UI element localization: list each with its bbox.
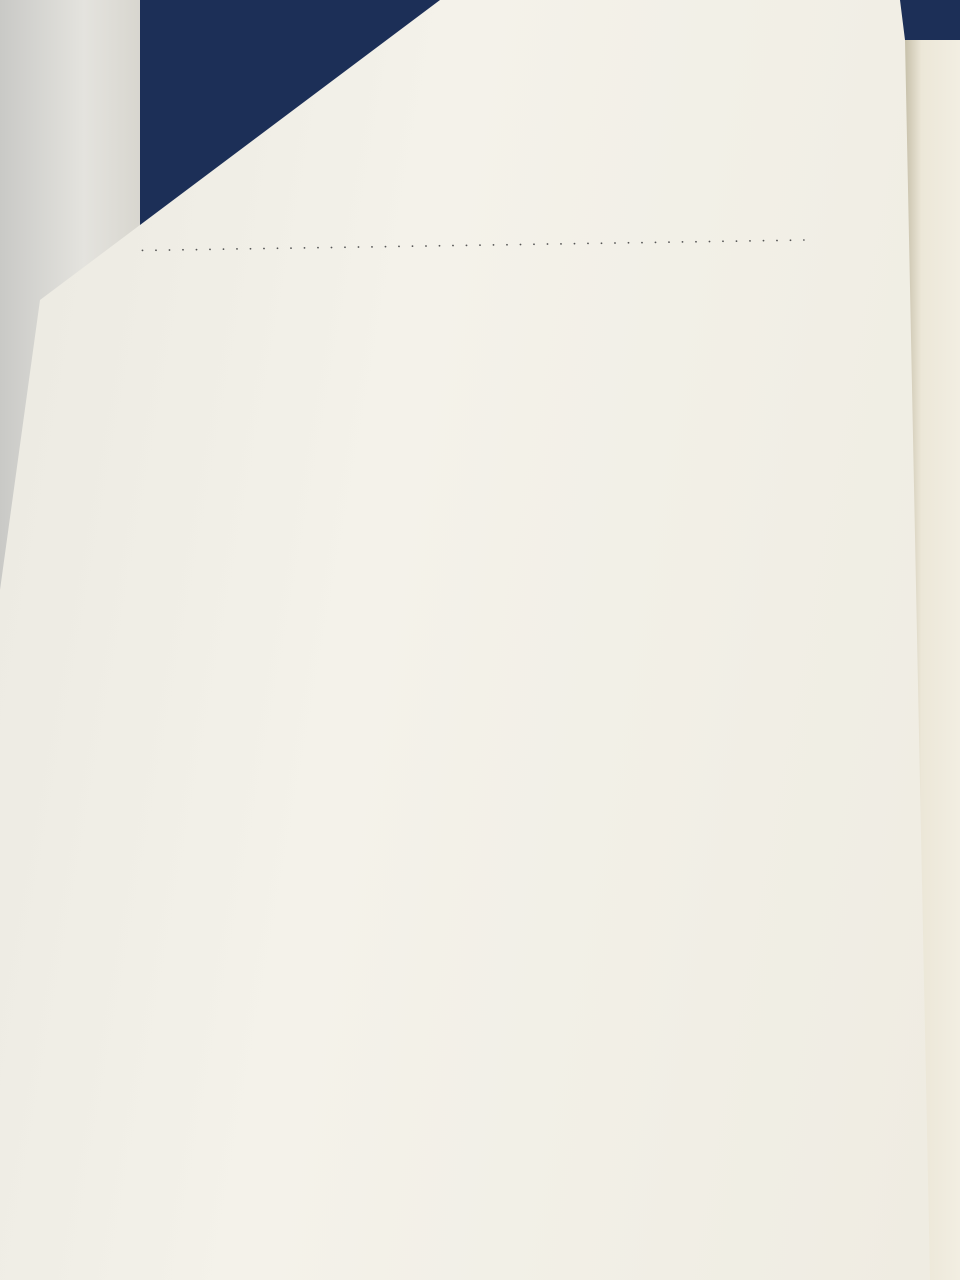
table-of-contents (150, 72, 813, 305)
